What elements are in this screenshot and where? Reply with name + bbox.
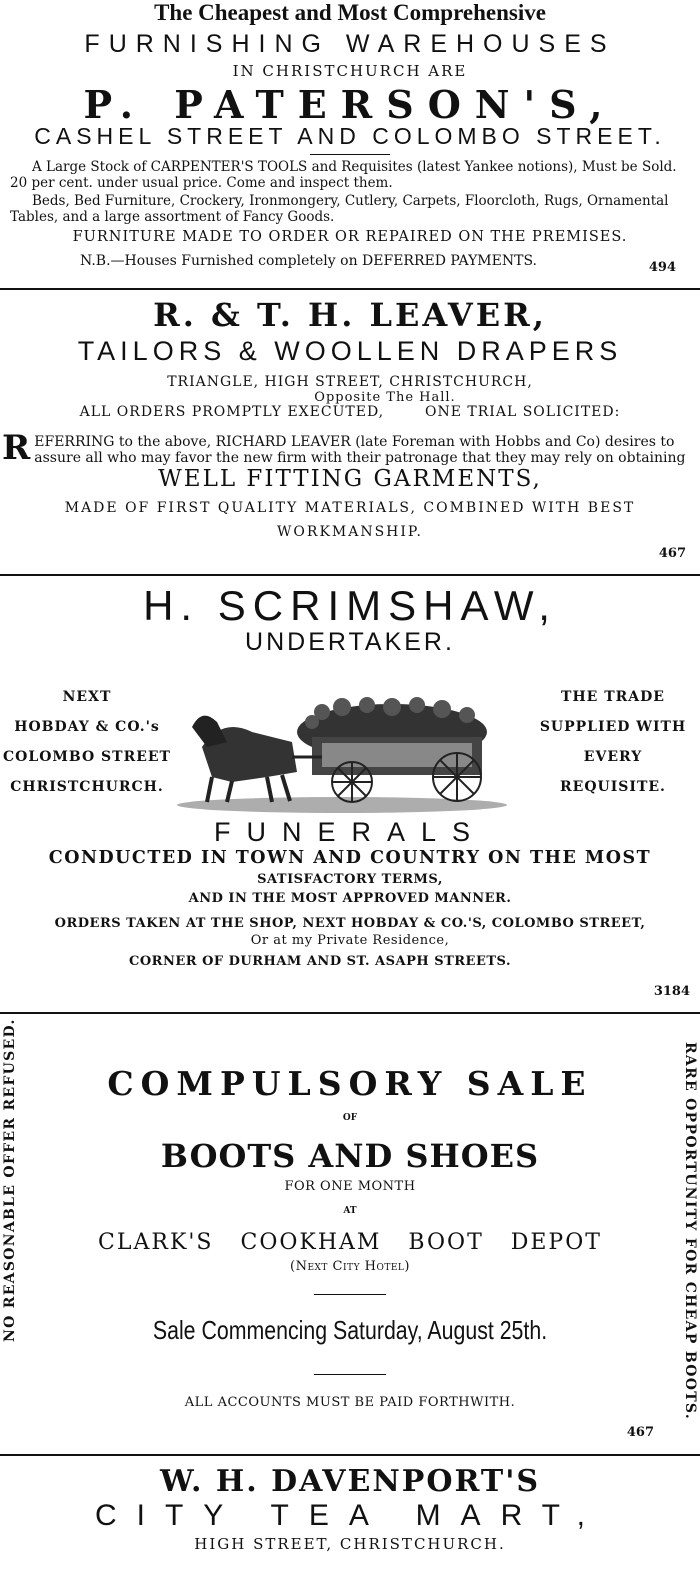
compulsory-sale-advertisement: [0, 1014, 700, 1454]
ad5-address: HIGH STREET, CHRISTCHURCH.: [194, 1535, 506, 1553]
ad1-divider: [310, 154, 390, 155]
ad1-line3: IN CHRISTCHURCH ARE: [232, 62, 468, 80]
ad4-of: OF: [342, 1113, 358, 1123]
ad2-trade: TAILORS & WOOLLEN DRAPERS: [77, 336, 623, 366]
ad3-right-2: SUPPLIED WITH: [539, 719, 687, 735]
davenport-advertisement: [0, 1464, 700, 1584]
hearse-illustration: [172, 677, 512, 817]
ad3-right-1: THE TRADE: [561, 689, 665, 705]
ad2-orders: ALL ORDERS PROMPTLY EXECUTED,: [79, 404, 385, 420]
ad4-ref: 467: [626, 1425, 654, 1440]
separator-2: [0, 574, 700, 576]
ad4-at: AT: [343, 1206, 357, 1216]
ad4-sale: Sale Commencing Saturday, August 25th.: [152, 1315, 548, 1345]
separator-4: [0, 1454, 700, 1456]
ad2-trial: ONE TRIAL SOLICITED:: [425, 404, 621, 420]
ad4-goods: BOOTS AND SHOES: [160, 1137, 540, 1175]
ad3-residence: Or at my Private Residence,: [250, 933, 450, 948]
ad1-furniture: FURNITURE MADE TO ORDER OR REPAIRED ON THE PREMISES.: [72, 229, 628, 245]
ad1-nb: N.B.—Houses Furnished completely on DEFERRED PAYMENTS.: [80, 253, 537, 269]
ad4-left-vertical: NO REASONABLE OFFER REFUSED.: [2, 1018, 18, 1342]
paterson-advertisement: [0, 0, 700, 288]
ad1-para2: Beds, Bed Furniture, Crockery, Ironmongery, Cutlery, Carpets, Floorcloth, Rugs, Ornamental Tables, and a large assortment of Fancy Goods.: [10, 193, 669, 225]
separator-1: [0, 288, 700, 290]
ad5-name: W. H. DAVENPORT'S: [159, 1464, 541, 1499]
ad2-opposite: Opposite The Hall.: [314, 390, 456, 405]
ad3-trade: UNDERTAKER.: [245, 628, 455, 656]
ad3-left-2: HOBDAY & CO.'s: [14, 719, 160, 735]
ad1-line2: FURNISHING WAREHOUSES: [84, 30, 616, 58]
ad4-divider-1: [314, 1294, 386, 1295]
ad2-orders-row: [0, 405, 700, 420]
ad3-name: H. SCRIMSHAW,: [143, 582, 557, 629]
ad4-center: [40, 1064, 660, 1410]
ad2-made: MADE OF FIRST QUALITY MATERIALS, COMBINED WITH BEST: [64, 500, 636, 516]
ad3-ref: 3184: [653, 984, 690, 999]
ad3-lower: [0, 817, 700, 969]
ad4-right-vertical: RARE OPPORTUNITY FOR CHEAP BOOTS.: [682, 1042, 698, 1421]
ad4-period: FOR ONE MONTH: [284, 1179, 416, 1194]
ad3-conducted: CONDUCTED IN TOWN AND COUNTRY ON THE MOST: [48, 848, 652, 868]
ad4-accounts: ALL ACCOUNTS MUST BE PAID FORTHWITH.: [184, 1395, 516, 1410]
ad2-body-text: EFERRING to the above, RICHARD LEAVER (late Foreman with Hobbs and Co) desires to assure all who may favor the new firm with their patronage that they may rely on obtaining: [34, 434, 686, 466]
ad3-manner: AND IN THE MOST APPROVED MANNER.: [188, 891, 512, 906]
ad3-satisfactory: SATISFACTORY TERMS,: [257, 872, 443, 887]
ad3-corner: CORNER OF DURHAM AND ST. ASAPH STREETS.: [128, 954, 512, 969]
ad2-name: R. & T. H. LEAVER,: [153, 296, 547, 334]
ad5-trade: CITY TEA MART,: [94, 1499, 606, 1532]
ad3-left-4: CHRISTCHURCH.: [10, 779, 164, 795]
ad2-body: [0, 428, 700, 468]
ad4-headline: COMPULSORY SALE: [107, 1064, 593, 1103]
ad1-ref: 494: [648, 260, 676, 275]
ad3-funerals: FUNERALS: [213, 817, 487, 847]
ad4-next: (Next City Hotel): [290, 1259, 410, 1274]
ad3-right-4: REQUISITE.: [560, 779, 666, 795]
leaver-advertisement: [0, 296, 700, 574]
ad3-left-column: [2, 682, 172, 802]
ad1-line1: The Cheapest and Most Comprehensive: [154, 0, 546, 25]
ad2-drop-letter: R: [2, 428, 31, 468]
ad3-right-3: EVERY: [583, 749, 643, 765]
ad2-ref: 467: [658, 546, 686, 561]
ad1-name: P. PATERSON'S,: [83, 82, 617, 127]
ad3-left-3: COLOMBO STREET: [3, 749, 171, 765]
ad3-left-1: NEXT: [62, 689, 112, 705]
ad2-workmanship: WORKMANSHIP.: [277, 524, 423, 540]
ad3-orders: ORDERS TAKEN AT THE SHOP, NEXT HOBDAY & CO.'S, COLOMBO STREET,: [54, 916, 646, 931]
ad4-depot: CLARK'S COOKHAM BOOT DEPOT: [98, 1230, 602, 1255]
ad2-address: TRIANGLE, HIGH STREET, CHRISTCHURCH,: [167, 374, 533, 390]
ad1-address: CASHEL STREET AND COLOMBO STREET.: [34, 123, 666, 149]
ad2-garments: WELL FITTING GARMENTS,: [158, 466, 542, 492]
scrimshaw-advertisement: [0, 582, 700, 1012]
ad1-para1: A Large Stock of CARPENTER'S TOOLS and Requisites (latest Yankee notions), Must be Sold. 20 per cent. under usual price. Come and inspect them.: [10, 159, 677, 191]
ad3-right-column: [528, 682, 698, 802]
ad4-divider-2: [314, 1374, 386, 1375]
